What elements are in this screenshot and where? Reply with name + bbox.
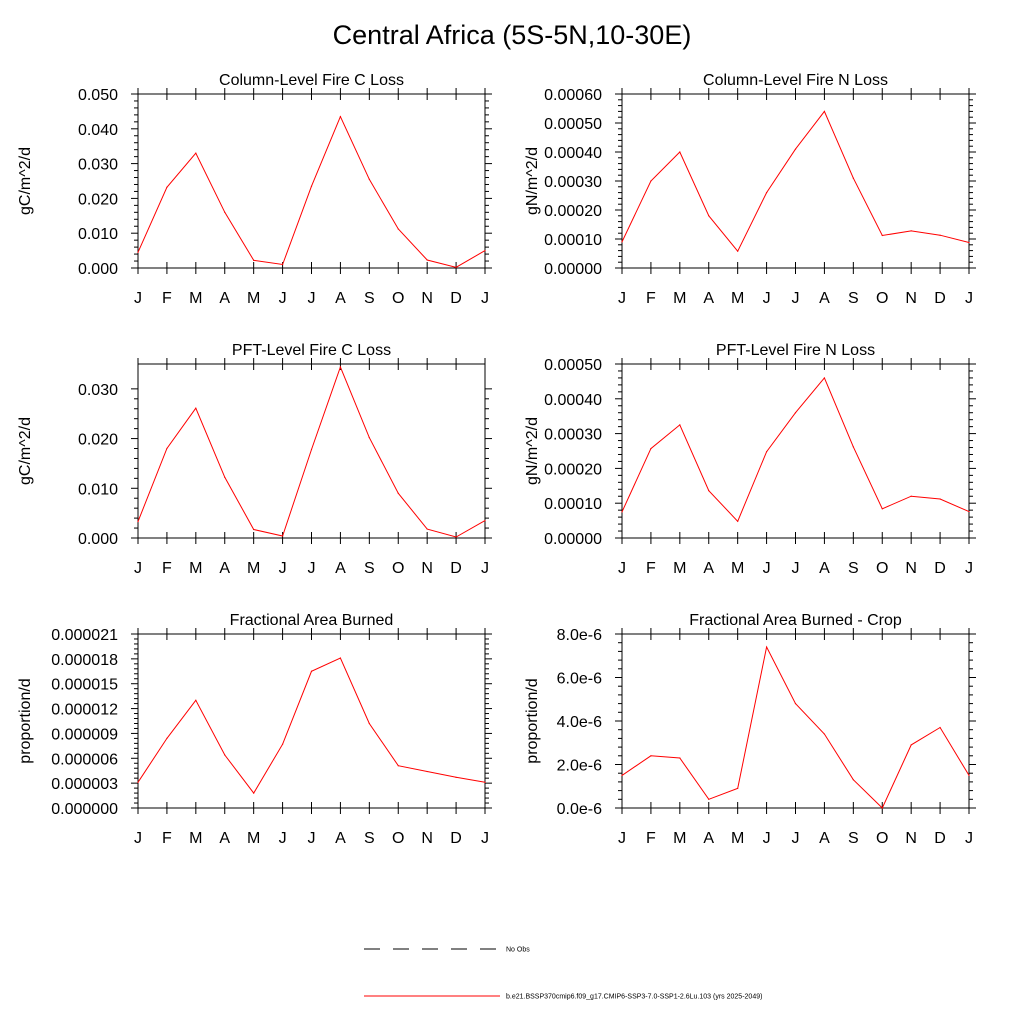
x-tick-label: J (307, 830, 316, 847)
x-tick-label: J (965, 560, 973, 577)
data-point (679, 757, 680, 758)
x-tick-label: J (791, 290, 800, 307)
x-tick-label: S (847, 560, 859, 577)
page-title: Central Africa (5S-5N,10-30E) (332, 20, 692, 50)
data-point (369, 723, 370, 724)
x-tick-label: M (731, 560, 745, 577)
data-point (939, 498, 940, 499)
data-point (224, 754, 225, 755)
series-line-1 (622, 647, 969, 808)
x-tick-label: N (421, 560, 433, 577)
y-tick-label: 0.00050 (544, 116, 602, 133)
data-point (882, 807, 883, 808)
data-point (708, 490, 709, 491)
x-tick-label: J (134, 830, 142, 847)
data-point (166, 187, 167, 188)
x-tick-label: J (481, 560, 489, 577)
data-point (737, 251, 738, 252)
x-tick-label: D (450, 290, 462, 307)
chart-panel-3 (17, 342, 492, 577)
y-tick-label: 2.0e-6 (556, 757, 602, 775)
data-point (253, 792, 254, 793)
x-tick-label: F (162, 560, 172, 577)
x-tick-label: O (392, 290, 405, 307)
plot-frame (622, 364, 969, 538)
x-tick-label: A (219, 830, 231, 847)
y-tick-label: 0.00020 (544, 461, 602, 479)
y-tick-label: 0.000015 (51, 676, 118, 694)
legend-label-1: No Obs (506, 946, 530, 954)
data-point (484, 520, 485, 521)
y-tick-label: 0.000 (77, 261, 118, 278)
series-line-1 (138, 658, 485, 793)
data-point (911, 230, 912, 231)
x-tick-label: A (819, 560, 830, 577)
x-tick-label: A (335, 290, 346, 307)
y-tick-label: 0.050 (77, 87, 118, 104)
data-point (166, 448, 167, 449)
data-point (621, 241, 622, 242)
x-tick-label: M (673, 560, 687, 577)
y-tick-label: 0.00030 (544, 174, 602, 191)
y-tick-label: 0.000 (77, 531, 118, 548)
series-line-1 (138, 117, 485, 268)
x-tick-label: F (162, 830, 172, 847)
data-point (427, 771, 428, 772)
x-tick-label: J (307, 560, 316, 577)
data-point (369, 179, 370, 180)
data-point (253, 260, 254, 261)
x-tick-label: O (876, 290, 889, 307)
data-point (195, 700, 196, 701)
data-point (679, 151, 680, 152)
x-tick-label: F (646, 290, 656, 307)
y-axis-label: gN/m^2/d (524, 417, 541, 485)
data-point (484, 250, 485, 251)
data-point (398, 228, 399, 229)
data-point (911, 744, 912, 745)
x-tick-label: N (905, 560, 917, 577)
data-point (824, 111, 825, 112)
data-point (282, 264, 283, 265)
data-point (795, 412, 796, 413)
chart-title: Column-Level Fire N Loss (703, 72, 888, 89)
data-point (484, 782, 485, 783)
x-tick-label: D (934, 830, 946, 847)
data-point (427, 528, 428, 529)
data-point (766, 192, 767, 193)
data-point (708, 799, 709, 800)
y-tick-label: 0.00010 (544, 496, 602, 514)
data-point (253, 529, 254, 530)
x-tick-label: J (762, 560, 771, 577)
x-tick-label: J (618, 830, 626, 847)
data-point (650, 448, 651, 449)
y-tick-label: 0.00030 (544, 426, 602, 444)
x-tick-label: S (847, 290, 859, 307)
data-point (195, 153, 196, 154)
y-tick-label: 0.020 (77, 191, 118, 209)
x-tick-label: S (363, 290, 375, 307)
x-tick-label: J (965, 290, 973, 307)
data-point (939, 727, 940, 728)
data-point (398, 765, 399, 766)
x-tick-label: O (392, 560, 405, 577)
chart-panel-6 (524, 612, 976, 847)
data-point (369, 437, 370, 438)
x-tick-label: A (703, 560, 715, 577)
data-point (824, 377, 825, 378)
data-point (282, 535, 283, 536)
x-tick-label: A (703, 830, 715, 847)
x-tick-label: M (247, 560, 261, 577)
x-tick-label: J (134, 560, 142, 577)
x-tick-label: S (363, 830, 375, 847)
legend (364, 947, 762, 1001)
x-tick-label: N (421, 290, 433, 307)
data-point (282, 744, 283, 745)
data-point (968, 242, 969, 243)
x-tick-label: F (162, 290, 172, 307)
x-tick-label: D (450, 560, 462, 577)
chart-panel-4 (524, 342, 976, 577)
series-line-1 (622, 378, 969, 521)
x-tick-label: A (219, 560, 231, 577)
data-point (455, 536, 456, 537)
data-point (311, 449, 312, 450)
data-point (340, 366, 341, 367)
x-tick-label: M (189, 830, 203, 847)
x-tick-label: A (219, 290, 231, 307)
data-point (455, 267, 456, 268)
plot-frame (138, 94, 485, 268)
x-tick-label: M (673, 290, 687, 307)
y-axis-label: gN/m^2/d (524, 147, 541, 215)
x-tick-label: A (819, 830, 830, 847)
x-tick-label: O (876, 560, 889, 577)
y-tick-label: 0.030 (77, 381, 118, 399)
data-point (795, 703, 796, 704)
data-point (766, 646, 767, 647)
data-point (795, 149, 796, 150)
data-point (455, 777, 456, 778)
data-point (853, 178, 854, 179)
x-tick-label: J (134, 290, 142, 307)
x-tick-label: F (646, 560, 656, 577)
x-tick-label: D (934, 560, 946, 577)
data-point (911, 496, 912, 497)
x-tick-label: M (731, 830, 745, 847)
x-tick-label: D (934, 290, 946, 307)
x-tick-label: J (307, 290, 316, 307)
x-tick-label: A (335, 560, 346, 577)
data-point (137, 782, 138, 783)
y-tick-label: 0.00020 (544, 203, 602, 220)
series-line-1 (622, 111, 969, 251)
x-tick-label: A (819, 290, 830, 307)
y-tick-label: 0.00060 (544, 87, 602, 104)
data-point (311, 186, 312, 187)
y-axis-label: proportion/d (524, 678, 541, 764)
plot-frame (138, 634, 485, 808)
chart-title: Fractional Area Burned (229, 612, 394, 629)
x-tick-label: M (189, 560, 203, 577)
data-point (224, 477, 225, 478)
x-tick-label: J (618, 560, 626, 577)
y-tick-label: 0.00040 (544, 145, 602, 162)
x-tick-label: N (905, 830, 917, 847)
chart-title: PFT-Level Fire N Loss (715, 342, 876, 359)
data-point (968, 775, 969, 776)
x-tick-label: J (278, 560, 287, 577)
x-tick-label: J (481, 830, 489, 847)
x-tick-label: A (703, 290, 715, 307)
data-point (882, 235, 883, 236)
chart-title: PFT-Level Fire C Loss (231, 342, 392, 359)
y-tick-label: 0.000006 (51, 751, 118, 769)
y-tick-label: 0.010 (77, 481, 118, 499)
y-tick-label: 8.0e-6 (556, 627, 602, 644)
data-point (137, 252, 138, 253)
data-point (340, 657, 341, 658)
y-tick-label: 0.000018 (51, 651, 118, 669)
y-tick-label: 0.000000 (51, 801, 118, 818)
data-point (340, 116, 341, 117)
x-tick-label: A (335, 830, 346, 847)
x-tick-label: M (673, 830, 687, 847)
y-tick-label: 0.00000 (544, 261, 602, 278)
x-tick-label: M (731, 290, 745, 307)
y-tick-label: 0.00010 (544, 232, 602, 249)
data-point (650, 180, 651, 181)
x-tick-label: J (278, 830, 287, 847)
chart-panel-1 (17, 72, 492, 307)
legend-label-2: b.e21.BSSP370cmip6.f09_g17.CMIP6-SSP3-7.0-SSP1-2.6Lu.103 (yrs 2025-2049) (506, 993, 763, 1001)
y-tick-label: 0.0e-6 (556, 801, 602, 818)
x-tick-label: S (847, 830, 859, 847)
y-tick-label: 0.000012 (51, 701, 118, 719)
data-point (853, 446, 854, 447)
x-tick-label: S (363, 560, 375, 577)
data-point (853, 779, 854, 780)
data-point (708, 215, 709, 216)
data-point (311, 671, 312, 672)
x-tick-label: J (762, 830, 771, 847)
y-tick-label: 0.00050 (544, 357, 602, 374)
y-tick-label: 0.00000 (544, 531, 602, 548)
x-tick-label: J (791, 560, 800, 577)
data-point (737, 521, 738, 522)
x-tick-label: J (762, 290, 771, 307)
data-point (968, 511, 969, 512)
x-tick-label: O (392, 830, 405, 847)
x-tick-label: D (450, 830, 462, 847)
y-tick-label: 0.00040 (544, 391, 602, 409)
data-point (737, 788, 738, 789)
x-tick-label: M (247, 290, 261, 307)
data-point (824, 733, 825, 734)
x-tick-label: J (618, 290, 626, 307)
y-tick-label: 0.030 (77, 156, 118, 174)
y-tick-label: 0.010 (77, 226, 118, 244)
y-tick-label: 0.000009 (51, 726, 118, 744)
x-tick-label: J (965, 830, 973, 847)
x-tick-label: F (646, 830, 656, 847)
data-point (882, 508, 883, 509)
chart-title: Fractional Area Burned - Crop (689, 612, 902, 629)
x-tick-label: N (905, 290, 917, 307)
data-point (621, 775, 622, 776)
x-tick-label: M (247, 830, 261, 847)
plot-frame (622, 94, 969, 268)
x-tick-label: M (189, 290, 203, 307)
data-point (398, 493, 399, 494)
data-point (427, 259, 428, 260)
data-point (137, 521, 138, 522)
x-tick-label: J (791, 830, 800, 847)
series-line-1 (138, 367, 485, 537)
data-point (224, 212, 225, 213)
x-tick-label: J (278, 290, 287, 307)
y-tick-label: 4.0e-6 (556, 714, 602, 731)
chart-title: Column-Level Fire C Loss (219, 72, 404, 89)
data-point (939, 235, 940, 236)
x-tick-label: O (876, 830, 889, 847)
x-tick-label: J (481, 290, 489, 307)
data-point (166, 738, 167, 739)
y-tick-label: 0.000003 (51, 776, 118, 794)
y-tick-label: 0.020 (77, 431, 118, 449)
x-tick-label: N (421, 830, 433, 847)
y-axis-label: gC/m^2/d (17, 417, 34, 485)
y-axis-label: proportion/d (17, 678, 34, 764)
data-point (766, 451, 767, 452)
data-point (195, 408, 196, 409)
chart-panel-5 (17, 612, 492, 847)
data-point (650, 755, 651, 756)
y-axis-label: gC/m^2/d (17, 147, 34, 215)
y-tick-label: 0.000021 (51, 627, 118, 644)
data-point (679, 424, 680, 425)
plot-frame (622, 634, 969, 808)
y-tick-label: 6.0e-6 (556, 670, 602, 688)
y-tick-label: 0.040 (77, 121, 118, 139)
chart-panel-2 (524, 72, 976, 307)
data-point (621, 511, 622, 512)
